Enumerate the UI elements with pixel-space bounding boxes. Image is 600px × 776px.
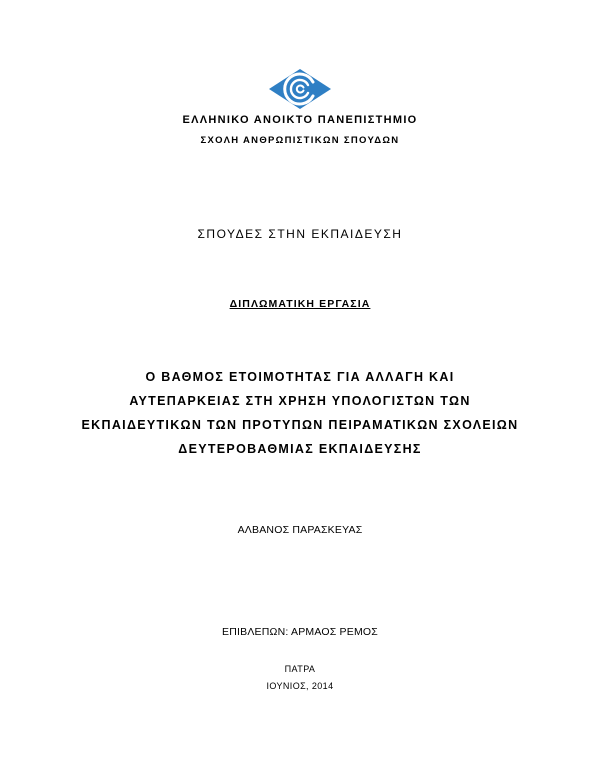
thesis-title-line: ΑΥΤΕΠΑΡΚΕΙΑΣ ΣΤΗ ΧΡΗΣΗ ΥΠΟΛΟΓΙΣΤΩΝ ΤΩΝ	[129, 394, 471, 408]
thesis-title	[0, 365, 600, 461]
author-name: ΑΛΒΑΝΟΣ ΠΑΡΑΣΚΕΥΑΣ	[237, 524, 363, 536]
city: ΠΑΤΡΑ	[284, 664, 316, 674]
document-type: ΔΙΠΛΩΜΑΤΙΚΗ ΕΡΓΑΣΙΑ	[229, 298, 371, 310]
program-name: ΣΠΟΥΔΕΣ ΣΤΗΝ ΕΚΠΑΙΔΕΥΣΗ	[197, 227, 403, 241]
university-name: ΕΛΛΗΝΙΚΟ ΑΝΟΙΚΤΟ ΠΑΝΕΠΙΣΤΗΜΙΟ	[182, 114, 418, 126]
thesis-title-line: ΕΚΠΑΙΔΕΥΤΙΚΩΝ ΤΩΝ ΠΡΟΤΥΠΩΝ ΠΕΙΡΑΜΑΤΙΚΩΝ ΣΧΟΛΕΙΩΝ	[81, 418, 519, 432]
school-name: ΣΧΟΛΗ ΑΝΘΡΩΠΙΣΤΙΚΩΝ ΣΠΟΥΔΩΝ	[200, 135, 400, 146]
date: ΙΟΥΝΙΟΣ, 2014	[266, 681, 334, 691]
thesis-title-line: ΔΕΥΤΕΡΟΒΑΘΜΙΑΣ ΕΚΠΑΙΔΕΥΣΗΣ	[178, 442, 422, 456]
supervisor-name: ΕΠΙΒΛΕΠΩΝ: ΑΡΜΑΟΣ ΡΕΜΟΣ	[222, 626, 378, 638]
thesis-title-line: Ο ΒΑΘΜΟΣ ΕΤΟΙΜΟΤΗΤΑΣ ΓΙΑ ΑΛΛΑΓΗ ΚΑΙ	[145, 370, 455, 384]
university-logo-icon	[268, 68, 332, 110]
